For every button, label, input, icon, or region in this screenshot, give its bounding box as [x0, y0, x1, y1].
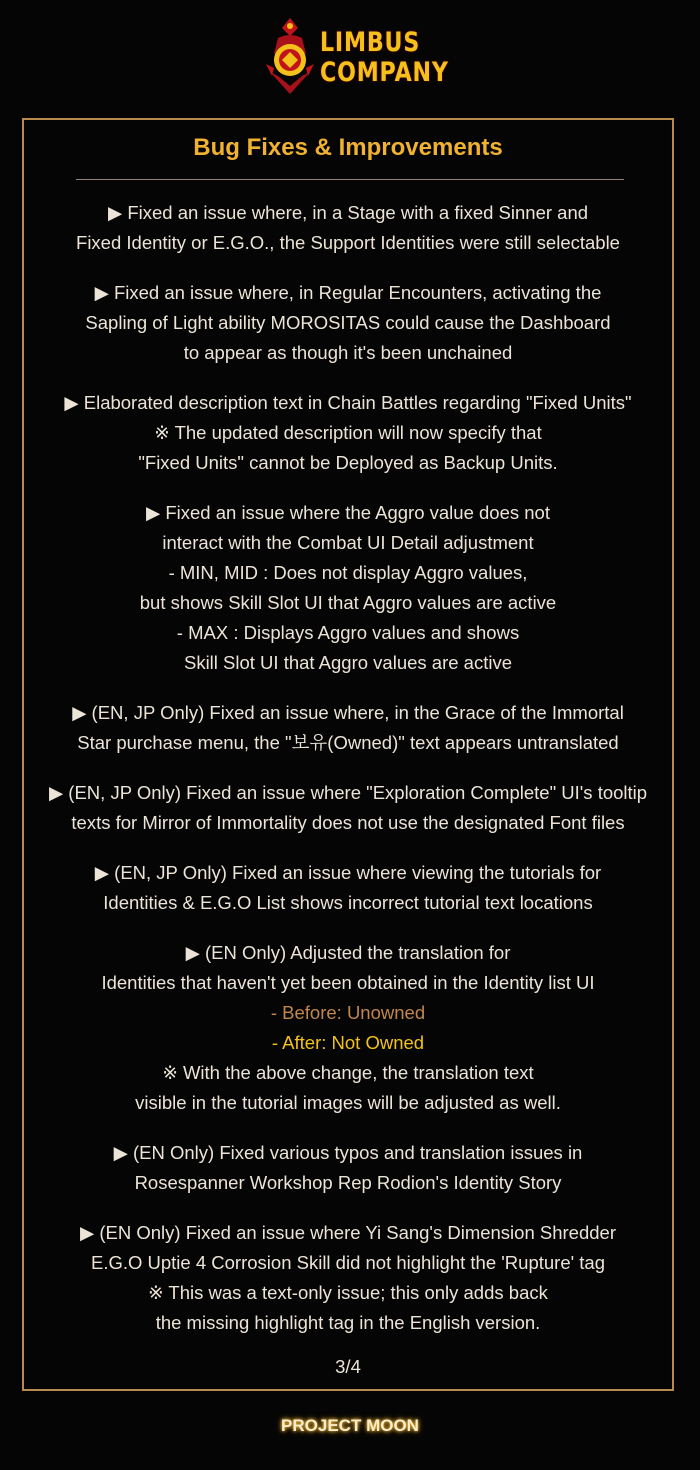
note-line: texts for Mirror of Immortality does not use the designated Font files — [71, 812, 625, 833]
patch-note-item — [24, 388, 672, 478]
patch-notes-body — [24, 198, 672, 1382]
note-line: Fixed Identity or E.G.O., the Support Identities were still selectable — [76, 232, 620, 253]
patch-note-item — [24, 698, 672, 758]
patch-notes-panel — [22, 118, 674, 1391]
note-line: ▶ Elaborated description text in Chain Battles regarding "Fixed Units" — [64, 392, 632, 413]
note-line: ▶ Fixed an issue where the Aggro value does not — [145, 502, 550, 523]
logo-line-2: COMPANY — [320, 57, 449, 88]
note-line: "Fixed Units" cannot be Deployed as Backup Units. — [138, 452, 558, 473]
note-line: ▶ (EN Only) Adjusted the translation for — [185, 942, 511, 963]
note-line: ※ This was a text-only issue; this only adds back — [148, 1282, 548, 1303]
patch-note-item — [24, 778, 672, 838]
note-line: Identities that haven't yet been obtained in the Identity list UI — [101, 972, 595, 993]
note-line: ▶ Fixed an issue where, in a Stage with a fixed Sinner and — [107, 202, 589, 223]
limbus-company-logo — [262, 14, 449, 100]
after-line: - After: Not Owned — [271, 1032, 425, 1053]
note-line: Rosespanner Workshop Rep Rodion's Identity Story — [134, 1172, 562, 1193]
note-line: Star purchase menu, the "보유(Owned)" text appears untranslated — [77, 732, 619, 753]
note-line: to appear as though it's been unchained — [183, 342, 513, 363]
note-line: ▶ (EN Only) Fixed various typos and translation issues in — [113, 1142, 583, 1163]
note-line: - MAX : Displays Aggro values and shows — [176, 622, 520, 643]
note-line: ▶ (EN, JP Only) Fixed an issue where, in the Grace of the Immortal — [72, 702, 624, 723]
note-line: - MIN, MID : Does not display Aggro values, — [168, 562, 528, 583]
crest-icon — [262, 14, 318, 98]
note-line: ▶ Fixed an issue where, in Regular Encounters, activating the — [94, 282, 602, 303]
patch-note-item — [24, 1138, 672, 1198]
note-line: but shows Skill Slot UI that Aggro values are active — [139, 592, 557, 613]
note-line: ▶ (EN, JP Only) Fixed an issue where "Exploration Complete" UI's tooltip — [48, 782, 648, 803]
note-line: visible in the tutorial images will be adjusted as well. — [135, 1092, 561, 1113]
title-divider — [76, 179, 624, 180]
note-line: the missing highlight tag in the English version. — [155, 1312, 541, 1333]
note-line: ▶ (EN, JP Only) Fixed an issue where viewing the tutorials for — [94, 862, 602, 883]
note-line: E.G.O Uptie 4 Corrosion Skill did not highlight the 'Rupture' tag — [90, 1252, 606, 1273]
before-line: - Before: Unowned — [270, 1002, 426, 1023]
logo-wordmark — [320, 27, 449, 88]
patch-note-item — [24, 198, 672, 258]
patch-note-item — [24, 278, 672, 368]
page-indicator: 3/4 — [335, 1356, 361, 1377]
note-line: Sapling of Light ability MOROSITAS could cause the Dashboard — [85, 312, 611, 333]
section-title: Bug Fixes & Improvements — [193, 134, 503, 161]
note-line: Identities & E.G.O List shows incorrect tutorial text locations — [103, 892, 593, 913]
patch-note-item — [24, 498, 672, 678]
note-line: Skill Slot UI that Aggro values are active — [183, 652, 513, 673]
note-line: ※ With the above change, the translation text — [162, 1062, 534, 1083]
logo-line-1: LIMBUS — [320, 27, 421, 58]
note-line: interact with the Combat UI Detail adjustment — [162, 532, 534, 553]
note-line: ▶ (EN Only) Fixed an issue where Yi Sang's Dimension Shredder — [80, 1222, 616, 1243]
patch-note-item — [24, 1218, 672, 1338]
project-moon-label: PROJECT MOON — [281, 1416, 419, 1435]
patch-note-item — [24, 858, 672, 918]
patch-note-item — [24, 938, 672, 1118]
note-line: ※ The updated description will now specify that — [154, 422, 542, 443]
